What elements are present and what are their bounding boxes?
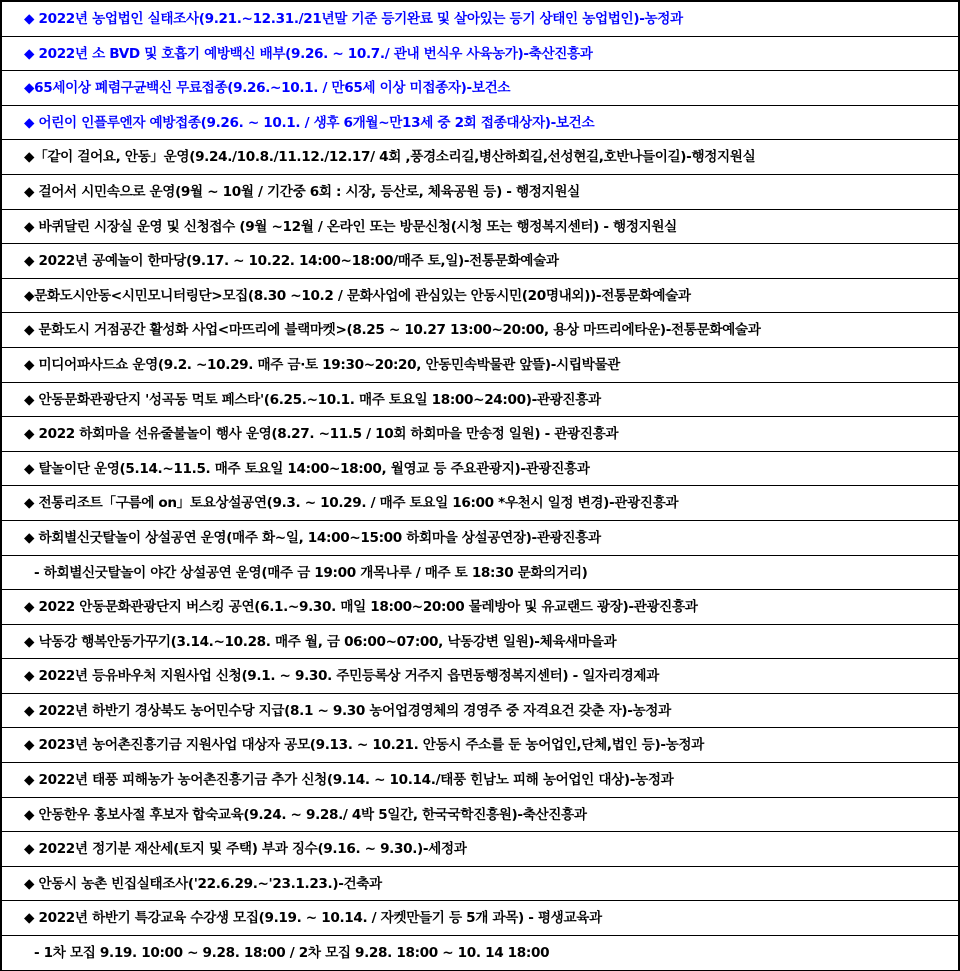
notice-row: ◆ 2022년 하반기 특강교육 수강생 모집(9.19. ~ 10.14. / 자켓만들기 등 5개 과목) - 평생교육과: [2, 901, 958, 936]
notice-row: ◆ 걸어서 시민속으로 운영(9월 ~ 10월 / 기간중 6회 : 시장, 등산로, 체육공원 등) - 행정지원실: [2, 175, 958, 210]
notice-row: ◆ 2023년 농어촌진흥기금 지원사업 대상자 공모(9.13. ~ 10.21. 안동시 주소를 둔 농어업인,단체,법인 등)-농정과: [2, 728, 958, 763]
notice-row: ◆ 하회별신굿탈놀이 상설공연 운영(매주 화~일, 14:00~15:00 하회마을 상설공연장)-관광진흥과: [2, 521, 958, 556]
notice-row: ◆ 2022 하회마을 선유줄불놀이 행사 운영(8.27. ~11.5 / 10회 하회마을 만송정 일원) - 관광진흥과: [2, 417, 958, 452]
notice-row: ◆ 전통리조트「구름에 on」토요상설공연(9.3. ~ 10.29. / 매주 토요일 16:00 *우천시 일정 변경)-관광진흥과: [2, 486, 958, 521]
notice-row: ◆ 2022년 태풍 피해농가 농어촌진흥기금 추가 신청(9.14. ~ 10.14./태풍 힌남노 피해 농어업인 대상)-농정과: [2, 763, 958, 798]
notice-row: ◆ 2022년 정기분 재산세(토지 및 주택) 부과 징수(9.16. ~ 9.30.)-세정과: [2, 832, 958, 867]
notice-row: ◆ 2022 안동문화관광단지 버스킹 공연(6.1.~9.30. 매일 18:00~20:00 물레방아 및 유교랜드 광장)-관광진흥과: [2, 590, 958, 625]
notice-row: ◆ 탈놀이단 운영(5.14.~11.5. 매주 토요일 14:00~18:00, 월영교 등 주요관광지)-관광진흥과: [2, 452, 958, 487]
notice-row: ◆ 2022년 하반기 경상북도 농어민수당 지급(8.1 ~ 9.30 농어업경영체의 경영주 중 자격요건 갖춘 자)-농정과: [2, 694, 958, 729]
notice-row: ◆ 2022년 소 BVD 및 호흡기 예방백신 배부(9.26. ~ 10.7./ 관내 번식우 사육농가)-축산진흥과: [2, 37, 958, 72]
notice-row: ◆ 바퀴달린 시장실 운영 및 신청접수 (9월 ~12월 / 온라인 또는 방문신청(시청 또는 행정복지센터) - 행정지원실: [2, 210, 958, 245]
notice-row: ◆ 낙동강 행복안동가꾸기(3.14.~10.28. 매주 월, 금 06:00~07:00, 낙동강변 일원)-체육새마을과: [2, 625, 958, 660]
notice-row: ◆ 문화도시 거점공간 활성화 사업<마뜨리에 블랙마켓>(8.25 ~ 10.27 13:00~20:00, 용상 마뜨리에타운)-전통문화예술과: [2, 313, 958, 348]
notice-row: ◆65세이상 폐렴구균백신 무료접종(9.26.~10.1. / 만65세 이상 미접종자)-보건소: [2, 71, 958, 106]
notice-row: ◆ 안동시 농촌 빈집실태조사('22.6.29.~'23.1.23.)-건축과: [2, 867, 958, 902]
notice-row: ◆ 안동한우 홍보사절 후보자 합숙교육(9.24. ~ 9.28./ 4박 5일간, 한국국학진흥원)-축산진흥과: [2, 798, 958, 833]
notice-row: ◆ 2022년 등유바우처 지원사업 신청(9.1. ~ 9.30. 주민등록상 거주지 읍면동행정복지센터) - 일자리경제과: [2, 659, 958, 694]
notice-row: ◆문화도시안동<시민모니터링단>모집(8.30 ~10.2 / 문화사업에 관심있는 안동시민(20명내외))-전통문화예술과: [2, 279, 958, 314]
notice-row: ◆ 어린이 인플루엔자 예방접종(9.26. ~ 10.1. / 생후 6개월~만13세 중 2회 접종대상자)-보건소: [2, 106, 958, 141]
notice-row: ◆ 2022년 농업법인 실태조사(9.21.~12.31./21년말 기준 등기완료 및 살아있는 등기 상태인 농업법인)-농정과: [2, 2, 958, 37]
notice-row: ◆ 안동문화관광단지 '성곡동 먹토 페스타'(6.25.~10.1. 매주 토요일 18:00~24:00)-관광진흥과: [2, 383, 958, 418]
notice-row: ◆ 미디어파사드쇼 운영(9.2. ~10.29. 매주 금·토 19:30~20:20, 안동민속박물관 앞뜰)-시립박물관: [2, 348, 958, 383]
notice-row: - 1차 모집 9.19. 10:00 ~ 9.28. 18:00 / 2차 모집 9.28. 18:00 ~ 10. 14 18:00: [2, 936, 958, 971]
notice-row: ◆ 2022년 공예놀이 한마당(9.17. ~ 10.22. 14:00~18:00/매주 토,일)-전통문화예술과: [2, 244, 958, 279]
notice-row: ◆「같이 걸어요, 안동」운영(9.24./10.8./11.12./12.17/ 4회 ,풍경소리길,병산하회길,선성현길,호반나들이길)-행정지원실: [2, 140, 958, 175]
notice-row: - 하회별신굿탈놀이 야간 상설공연 운영(매주 금 19:00 개목나루 / 매주 토 18:30 문화의거리): [2, 556, 958, 591]
